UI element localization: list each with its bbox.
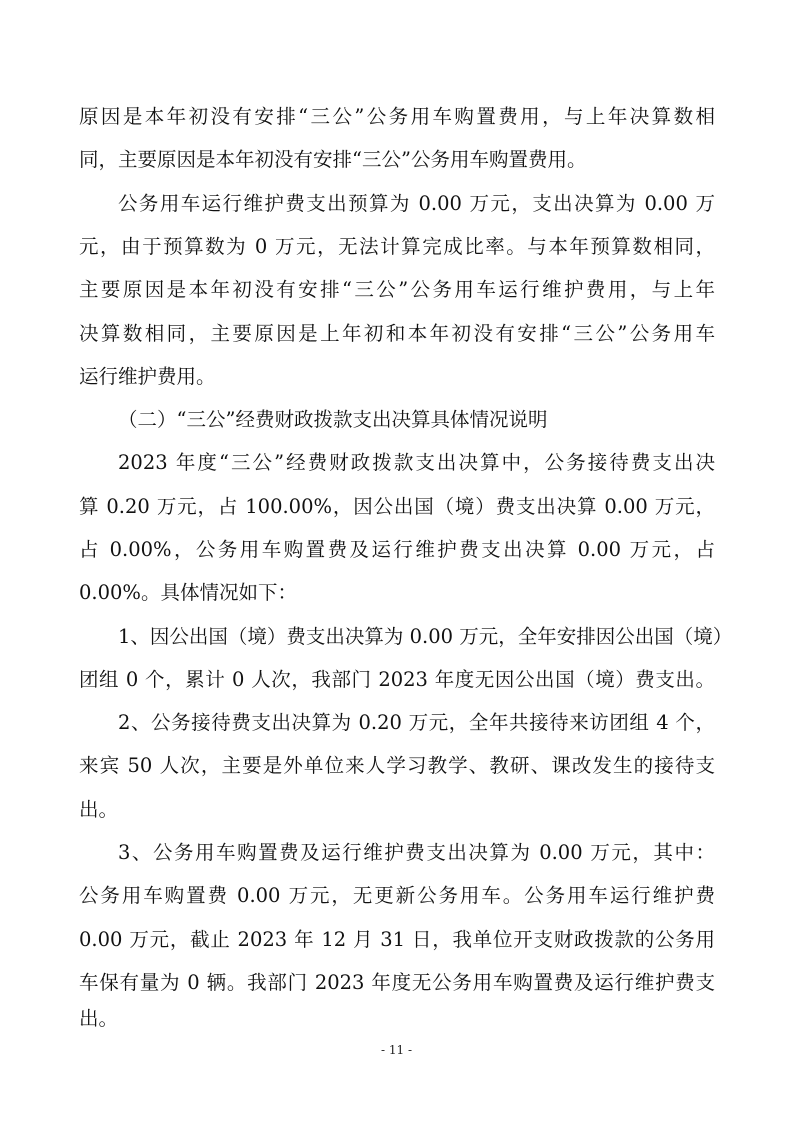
text-line-3: 公务用车运行维护费支出预算为 0.00 万元，支出决算为 0.00 万 [118, 192, 715, 215]
text-line-12: 0.00%。具体情况如下： [79, 581, 297, 604]
text-line-21: 车保有量为 0 辆。我部门 2023 年度无公务用车购置费及运行维护费支 [79, 971, 715, 994]
text-line-22: 出。 [79, 1007, 119, 1030]
text-line-6: 决算数相同，主要原因是上年初和本年初没有安排“三公”公务用车 [79, 322, 715, 345]
text-line-9: 2023 年度“三公”经费财政拨款支出决算中，公务接待费支出决 [118, 451, 715, 474]
text-line-10: 算 0.20 万元，占 100.00%，因公出国（境）费支出决算 0.00 万元， [79, 495, 715, 518]
text-line-2: 同，主要原因是本年初没有安排“三公”公务用车购置费用。 [79, 148, 587, 171]
text-line-11: 占 0.00%，公务用车购置费及运行维护费支出决算 0.00 万元，占 [79, 538, 715, 561]
text-line-20: 0.00 万元，截止 2023 年 12 月 31 日，我单位开支财政拨款的公务用 [79, 928, 715, 951]
section-heading: （二）“三公”经费财政拨款支出决算具体情况说明 [118, 408, 548, 431]
page-number: - 11 - [380, 1043, 412, 1057]
text-line-18: 3、公务用车购置费及运行维护费支出决算为 0.00 万元，其中： [118, 841, 715, 864]
text-line-4: 元，由于预算数为 0 万元，无法计算完成比率。与本年预算数相同， [79, 235, 715, 258]
text-line-13: 1、因公出国（境）费支出决算为 0.00 万元，全年安排因公出国（境） [118, 625, 733, 648]
text-line-14: 团组 0 个，累计 0 人次，我部门 2023 年度无因公出国（境）费支出。 [79, 668, 715, 691]
text-line-7: 运行维护费用。 [79, 365, 216, 388]
text-line-15: 2、公务接待费支出决算为 0.20 万元，全年共接待来访团组 4 个， [118, 711, 715, 734]
text-line-5: 主要原因是本年初没有安排“三公”公务用车运行维护费用，与上年 [79, 278, 715, 301]
text-line-19: 公务用车购置费 0.00 万元，无更新公务用车。公务用车运行维护费 [79, 884, 715, 907]
text-line-16: 来宾 50 人次，主要是外单位来人学习教学、教研、课改发生的接待支 [79, 754, 715, 777]
text-line-1: 原因是本年初没有安排“三公”公务用车购置费用，与上年决算数相 [79, 105, 715, 128]
text-line-17: 出。 [79, 798, 119, 821]
